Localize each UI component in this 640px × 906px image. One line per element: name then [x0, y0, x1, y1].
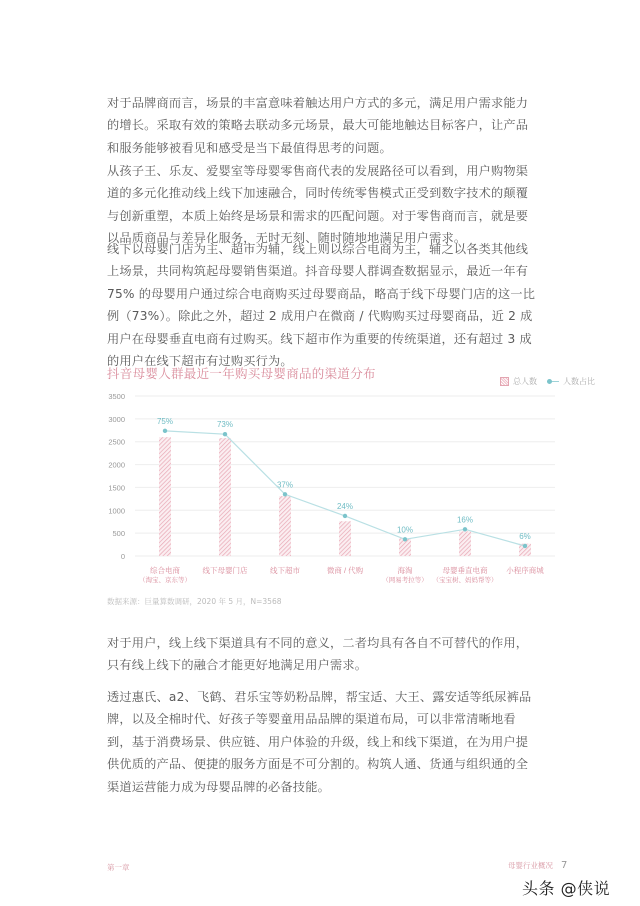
y-tick-label: 3000	[108, 414, 125, 424]
x-category-label: 海淘	[397, 566, 413, 575]
line-point	[223, 432, 227, 436]
x-category-label: 母婴垂直电商	[442, 566, 488, 575]
footer-section-label: 母婴行业概况	[508, 861, 553, 870]
chart-title: 抖音母婴人群最近一年购买母婴商品的渠道分布	[107, 366, 376, 381]
percent-label: 75%	[156, 416, 174, 426]
percent-label: 37%	[276, 480, 294, 490]
line-point	[523, 544, 527, 548]
page-number: 7	[561, 860, 568, 871]
footer-chapter: 第一章	[107, 863, 130, 872]
x-category-label: 线下超市	[270, 566, 300, 575]
chart-source: 数据来源：巨量算数调研，2020 年 5 月，N=3568	[107, 597, 282, 606]
x-category-sublabel: （淘宝、京东等）	[139, 577, 191, 584]
x-category-sublabel: （宝宝树、妈妈帮等）	[432, 577, 498, 584]
paragraph-4: 对于用户，线上线下渠道具有不同的意义，二者均具有各自不可替代的作用，只有线上线下的融合才能更好地满足用户需求。	[107, 636, 529, 673]
legend-line-label: 人数占比	[563, 377, 595, 386]
bar	[339, 521, 351, 556]
y-tick-label: 3500	[108, 392, 125, 401]
percent-label: 10%	[396, 525, 414, 535]
footer-section	[508, 860, 567, 871]
y-tick-label: 2000	[108, 460, 125, 470]
x-category-sublabel: （网易考拉等）	[382, 577, 428, 584]
watermark: 头条 @侠说	[522, 879, 611, 898]
x-category-label: 线下母婴门店	[202, 566, 248, 575]
chart-x-labels	[139, 565, 544, 584]
bar	[279, 496, 291, 556]
line-point	[403, 537, 407, 541]
legend-bar-label: 总人数	[513, 377, 537, 386]
percent-label: 24%	[336, 501, 354, 511]
paragraph-2: 从孩子王、乐友、爱婴室等母婴零售商代表的发展路径可以看到，用户购物渠道的多元化推动线上线下加速融合，同时传统零售模式正受到数字技术的颠覆与创新重塑，本质上始终是场景和需求的匹配问题。对于零售商而言，就是要以品质商品与差异化服务，无时无刻、随时随地地满足用户需求。	[107, 164, 529, 246]
bar	[219, 438, 231, 556]
percent-label: 6%	[519, 531, 531, 541]
paragraph-5: 透过惠氏、a2、飞鹤、君乐宝等奶粉品牌，帮宝适、大王、露安适等纸尿裤品牌，以及全棉时代、好孩子等婴童用品品牌的渠道布局，可以非常清晰地看到，基于消费场景、供应链、用户体验的升级，线上和线下渠道，在为用户提供优质的产品、便捷的服务方面是不可分割的。构筑人通、货通与组织通的全渠道运营能力成为母婴品牌的必备技能。	[107, 690, 532, 794]
bar	[159, 437, 171, 556]
y-tick-label: 500	[112, 529, 125, 539]
line-point	[163, 429, 167, 433]
bar	[459, 531, 471, 556]
chart-bars	[159, 437, 531, 556]
y-tick-label: 1000	[108, 506, 125, 516]
percent-label: 16%	[456, 515, 474, 525]
x-category-label: 小程序商城	[506, 566, 544, 575]
line-legend-swatch-icon	[547, 381, 559, 382]
channel-distribution-chart	[100, 385, 560, 590]
paragraph-3: 线下以母婴门店为主、超市为辅，线上则以综合电商为主，辅之以各类其他线上场景，共同构筑起母婴销售渠道。抖音母婴人群调查数据显示，最近一年有 75% 的母婴用户通过综合电商购买过母婴商品，略高于线下母婴门店的这一比例（73%）。除此之外，超过 2 成用户在微商 / 代购购买过母婴商品，近 2 成用户在母婴垂直电商有过购买。线下超市作为重要的传统渠道，还有超过 3 成的用户在线下超市有过购买行为。	[107, 242, 536, 369]
line-point	[463, 527, 467, 531]
x-category-label: 微商 / 代购	[326, 566, 364, 575]
percent-label: 73%	[216, 420, 234, 430]
y-tick-label: 1500	[108, 483, 125, 493]
paragraph-1: 对于品牌商而言，场景的丰富意味着触达用户方式的多元，满足用户需求能力的增长。采取有效的策略去联动多元场景，最大可能地触达目标客户，让产品和服务能够被看见和感受是当下最值得思考的问题。	[107, 96, 529, 155]
line-point	[283, 492, 287, 496]
x-category-label: 综合电商	[150, 566, 180, 575]
line-point	[343, 514, 347, 518]
y-tick-label: 0	[120, 552, 125, 561]
y-tick-label: 2500	[108, 437, 125, 447]
